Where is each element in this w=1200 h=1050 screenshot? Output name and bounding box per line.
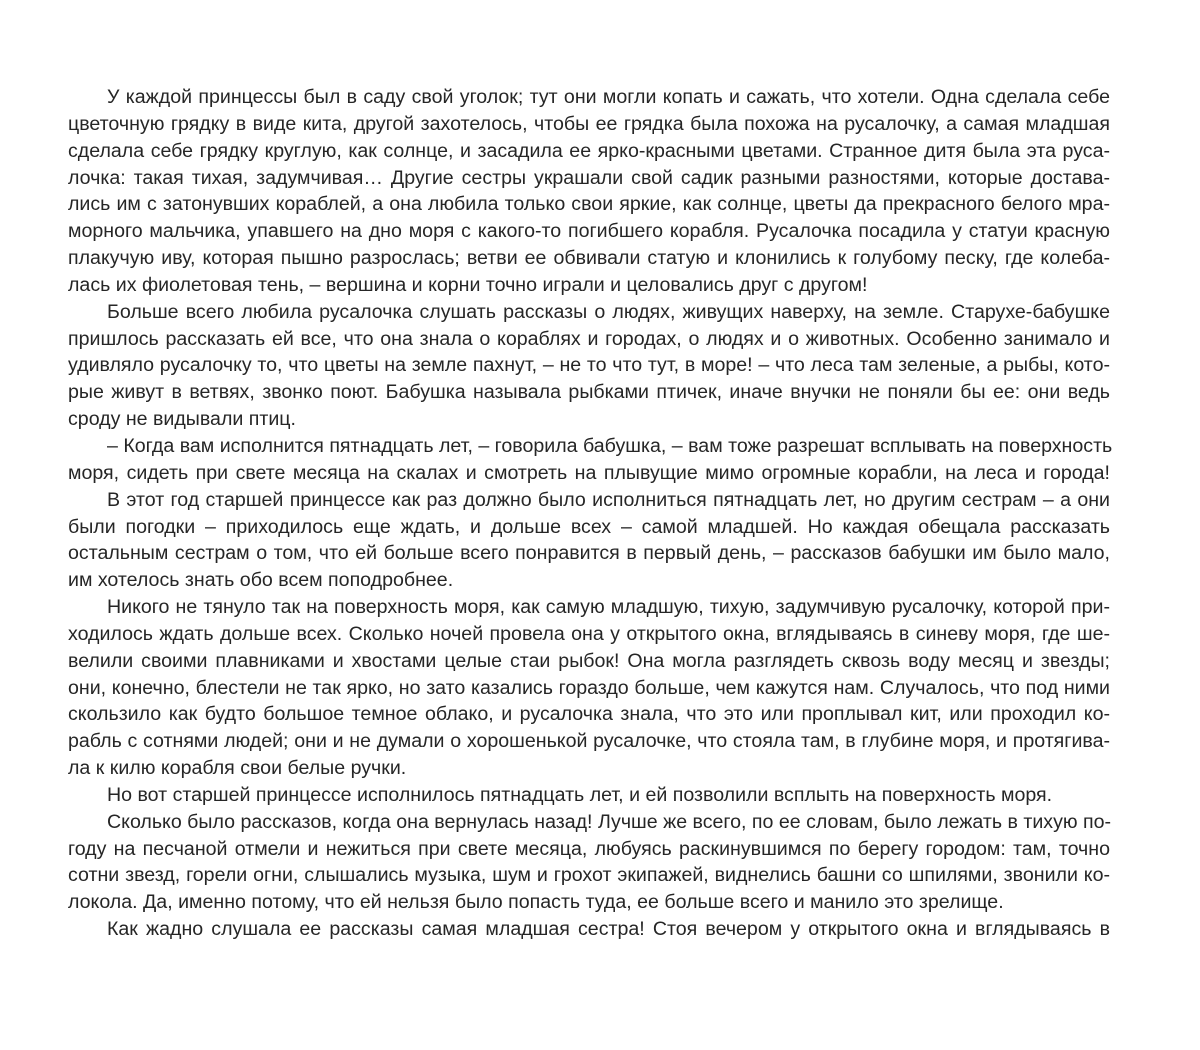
- text-line: лась их фиолетовая тень, – вершина и корни точно играли и целовались друг с другом!: [68, 273, 868, 296]
- text-line: Никого не тянуло так на поверхность моря, как самую младшую, тихую, задумчивую русалочку, которой при-: [107, 596, 1110, 619]
- text-line: – Когда вам исполнится пятнадцать лет, – говорила бабушка, – вам тоже разрешат всплывать на поверхность: [107, 434, 1113, 457]
- paragraph: [68, 299, 1110, 433]
- text-line: рабль с сотнями людей; они и не думали о хорошенькой русалочке, что стояла там, в глубине моря, и протягива-: [68, 730, 1110, 753]
- text-line: скользило как будто большое темное облако, и русалочка знала, что это или проплывал кит, или проходил ко-: [68, 703, 1110, 726]
- text-line: Как жадно слушала ее рассказы самая младшая сестра! Стоя вечером у открытого окна и вглядываясь в: [107, 918, 1110, 941]
- paragraph: [68, 487, 1110, 594]
- paragraph: [68, 782, 1110, 809]
- text-line: ла к килю корабля свои белые ручки.: [68, 757, 407, 780]
- document-page: [68, 84, 1113, 943]
- paragraph: [68, 433, 1113, 487]
- text-line: моря, сидеть при свете месяца на скалах и смотреть на плывущие мимо огромные корабли, на леса и города!: [68, 461, 1110, 484]
- text-line: году на песчаной отмели и нежиться при свете месяца, любуясь раскинувшимся по берегу городом: там, точно: [68, 837, 1110, 860]
- text-line: им хотелось знать обо всем поподробнее.: [68, 569, 454, 592]
- text-line: они, конечно, блестели не так ярко, но зато казались гораздо больше, чем кажутся нам. Случалось, что под ними: [68, 676, 1110, 699]
- text-line: Больше всего любила русалочка слушать рассказы о людях, живущих наверху, на земле. Старухе-бабушке: [107, 300, 1110, 323]
- text-line: В этот год старшей принцессе как раз должно было исполниться пятнадцать лет, но другим сестрам – а они: [107, 488, 1110, 511]
- text-line: остальным сестрам о том, что ей больше всего понравится в первый день, – рассказов бабушки им было мало,: [68, 542, 1110, 565]
- paragraph: [68, 916, 1110, 943]
- text-line: сделала себе грядку круглую, как солнце, и засадила ее ярко-красными цветами. Странное дитя была эта руса-: [68, 139, 1110, 162]
- text-line: локола. Да, именно потому, что ей нельзя было попасть туда, ее больше всего и манило это зрелище.: [68, 891, 1004, 914]
- text-line: лись им с затонувших кораблей, а она любила только свои яркие, как солнце, цветы да прекрасного белого мра-: [68, 193, 1110, 216]
- text-line: ходилось ждать дольше всех. Сколько ночей провела она у открытого окна, вглядываясь в синеву моря, где ше-: [68, 622, 1110, 645]
- text-line: велили своими плавниками и хвостами целые стаи рыбок! Она могла разглядеть сквозь воду месяц и звезды;: [68, 649, 1110, 672]
- paragraph: [68, 84, 1110, 299]
- text-line: морного мальчика, упавшего на дно моря с какого-то погибшего корабля. Русалочка посадила у статуи красную: [68, 220, 1110, 243]
- text-line: сотни звезд, горели огни, слышались музыка, шум и грохот экипажей, виднелись башни со шпилями, звонили ко-: [68, 864, 1110, 887]
- text-line: удивляло русалочку то, что цветы на земле пахнут, – не то что тут, в море! – что леса там зеленые, а рыбы, кото-: [68, 354, 1110, 377]
- text-line: цветочную грядку в виде кита, другой захотелось, чтобы ее грядка была похожа на русалочку, а самая младшая: [68, 112, 1110, 135]
- paragraph: [68, 594, 1110, 782]
- text-line: рые живут в ветвях, звонко поют. Бабушка называла рыбками птичек, иначе внучки не поняли бы ее: они ведь: [68, 381, 1110, 404]
- text-line: были погодки – приходилось еще ждать, и дольше всех – самой младшей. Но каждая обещала рассказать: [68, 515, 1110, 538]
- text-line: лочка: такая тихая, задумчивая… Другие сестры украшали свой садик разными разностями, которые достава-: [68, 166, 1110, 189]
- text-line: пришлось рассказать ей все, что она знала о кораблях и городах, о людях и о животных. Особенно занимало и: [68, 327, 1110, 350]
- text-line: Но вот старшей принцессе исполнилось пятнадцать лет, и ей позволили всплыть на поверхность моря.: [107, 783, 1053, 806]
- text-line: Сколько было рассказов, когда она вернулась назад! Лучше же всего, по ее словам, было лежать в тихую по-: [107, 810, 1112, 833]
- text-line: У каждой принцессы был в саду свой уголок; тут они могли копать и сажать, что хотели. Одна сделала себе: [107, 86, 1110, 108]
- text-line: плакучую иву, которая пышно разрослась; ветви ее обвивали статую и клонились к голубому песку, где колеба-: [68, 247, 1110, 270]
- paragraph: [68, 809, 1110, 916]
- text-line: сроду не видывали птиц.: [68, 408, 296, 431]
